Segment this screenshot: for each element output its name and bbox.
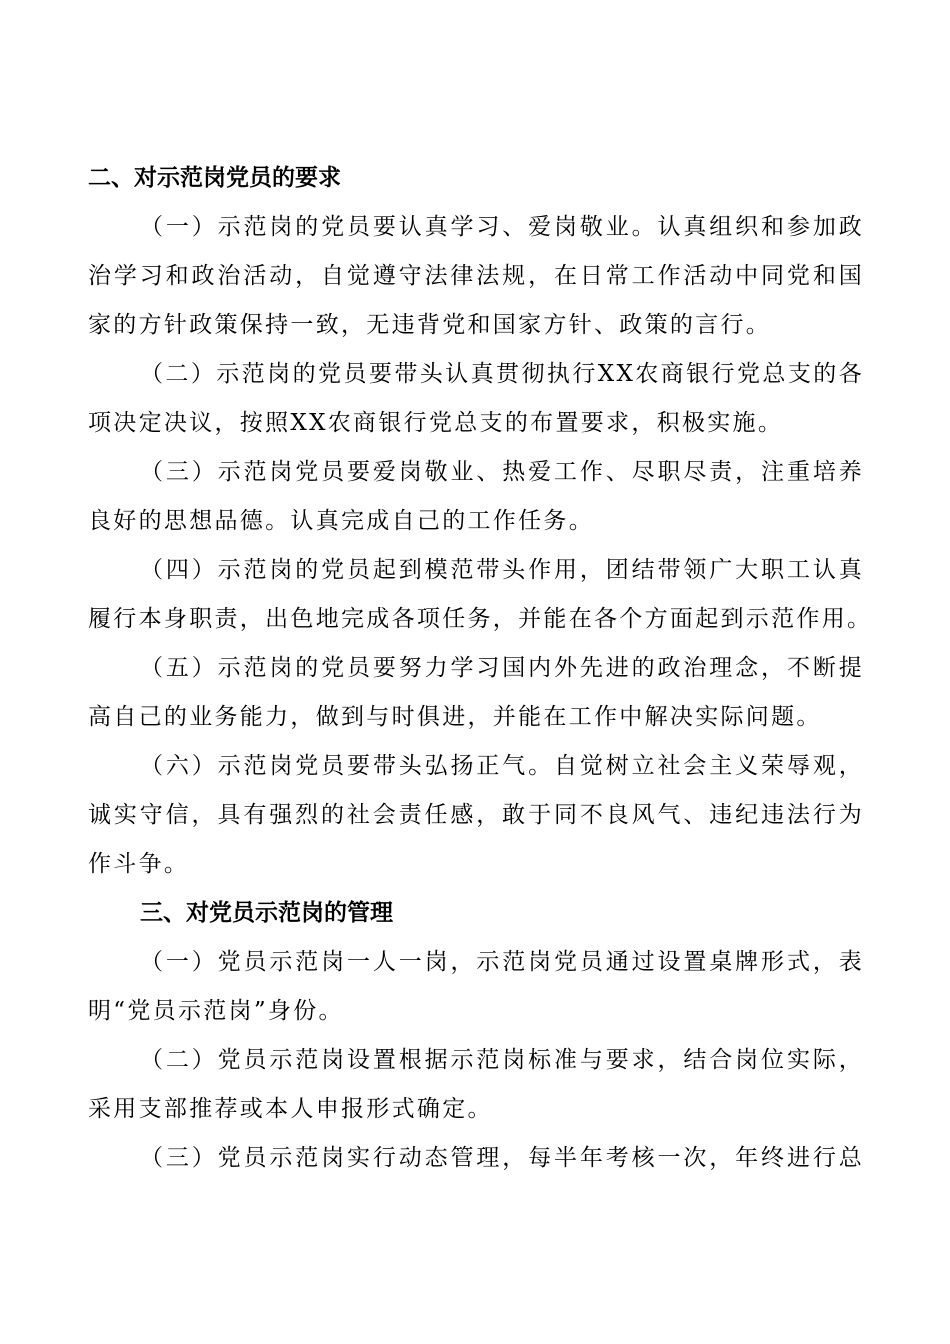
text-line: 良好的思想品德。认真完成自己的工作任务。 [88, 508, 594, 534]
paragraph-requirement-1 [88, 203, 864, 350]
text-line: 作斗争。 [88, 851, 190, 877]
text-line: （六）示范岗党员要带头弘扬正气。自觉树立社会主义荣辱观， [140, 753, 864, 779]
text-line: （一）党员示范岗一人一岗，示范岗党员通过设置桌牌形式，表 [140, 949, 864, 975]
paragraph-management-1 [88, 938, 864, 1036]
text-line: 家的方针政策保持一致，无违背党和国家方针、政策的言行。 [88, 312, 772, 338]
paragraph-requirement-5 [88, 644, 864, 742]
text-line: 高自己的业务能力，做到与时俱进，并能在工作中解决实际问题。 [88, 704, 822, 730]
paragraph-requirement-3 [88, 448, 864, 546]
text-line: （三）示范岗党员要爱岗敬业、热爱工作、尽职尽责，注重培养 [140, 459, 864, 485]
text-line: （二）党员示范岗设置根据示范岗标准与要求，结合岗位实际， [140, 1047, 864, 1073]
text-line: 明“党员示范岗”身份。 [88, 998, 344, 1024]
paragraph-requirement-6 [88, 742, 864, 889]
text-line: （二）示范岗的党员要带头认真贯彻执行XX农商银行党总支的各 [140, 361, 864, 387]
text-line: 诚实守信，具有强烈的社会责任感，敢于同不良风气、违纪违法行为 [88, 802, 864, 828]
paragraph-requirement-2 [88, 350, 864, 448]
paragraph-requirement-4 [88, 546, 873, 644]
document-page [88, 154, 873, 1183]
text-line: （五）示范岗的党员要努力学习国内外先进的政治理念，不断提 [140, 655, 864, 681]
text-line: 采用支部推荐或本人申报形式确定。 [88, 1096, 493, 1122]
text-line: （一）示范岗的党员要认真学习、爱岗敬业。认真组织和参加政 [140, 214, 864, 240]
text-line: 履行本身职责，出色地完成各项任务，并能在各个方面起到示范作用。 [88, 606, 873, 632]
text-line: 治学习和政治活动，自觉遵守法律法规，在日常工作活动中同党和国 [88, 263, 864, 289]
section-heading-requirements: 二、对示范岗党员的要求 [88, 165, 341, 191]
text-line: （三）党员示范岗实行动态管理，每半年考核一次，年终进行总 [140, 1145, 864, 1171]
paragraph-management-2 [88, 1036, 864, 1134]
text-line: 项决定决议，按照XX农商银行党总支的布置要求，积极实施。 [88, 410, 784, 436]
section-heading-management: 三、对党员示范岗的管理 [140, 900, 393, 926]
text-line: （四）示范岗的党员起到模范带头作用，团结带领广大职工认真 [140, 557, 864, 583]
paragraph-management-3 [88, 1134, 864, 1183]
